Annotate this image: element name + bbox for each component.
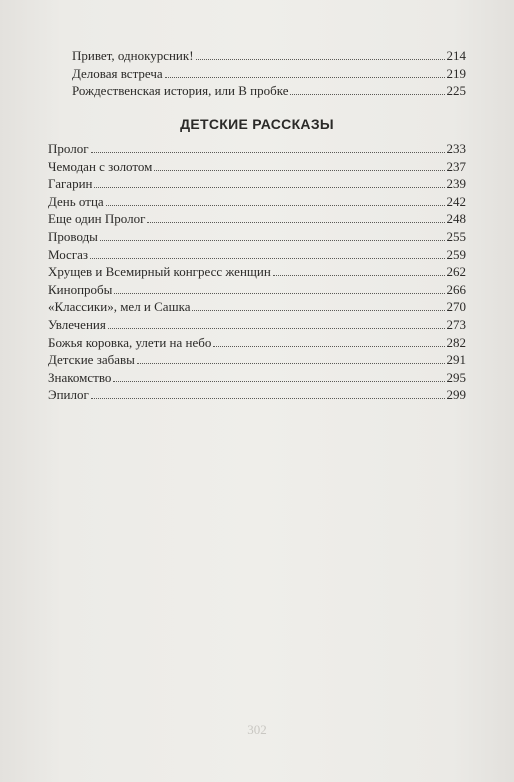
toc-entry-title: Еще один Пролог — [48, 211, 146, 227]
toc-entry-title: Божья коровка, улети на небо — [48, 334, 212, 350]
toc-entry — [48, 175, 466, 193]
dot-leader — [290, 94, 444, 95]
toc-entry-title: Привет, однокурсник! — [72, 48, 194, 63]
dot-leader — [100, 240, 445, 241]
toc-entry — [48, 386, 466, 404]
toc-entry-page: 239 — [446, 176, 466, 192]
dot-leader — [114, 293, 444, 294]
toc-entry-page: 242 — [446, 193, 466, 209]
toc-previous-section — [48, 47, 466, 100]
toc-entry-page: 282 — [446, 334, 466, 350]
toc-entry — [48, 82, 466, 100]
toc-section — [48, 140, 466, 404]
toc-entry-page: 270 — [446, 299, 466, 315]
toc-entry — [48, 281, 466, 299]
dot-leader — [213, 346, 444, 347]
toc-entry-page: 225 — [446, 83, 466, 99]
toc-entry-page: 291 — [446, 352, 466, 368]
toc-entry — [48, 263, 466, 281]
toc-entry-page: 295 — [446, 369, 466, 385]
toc-entry — [48, 47, 466, 65]
toc-entry-title: Пролог — [48, 141, 89, 156]
toc-entry-title: Кинопробы — [48, 281, 113, 297]
toc-entry-page: 219 — [446, 65, 466, 81]
toc-entry — [48, 140, 466, 158]
toc-entry-page: 273 — [446, 316, 466, 332]
toc-entry — [48, 316, 466, 334]
dot-leader — [192, 310, 444, 311]
toc-entry-title: Эпилог — [48, 387, 89, 403]
page-number: 302 — [247, 722, 267, 737]
dot-leader — [108, 328, 445, 329]
toc-entry-page: 299 — [446, 387, 466, 403]
dot-leader — [94, 187, 444, 188]
dot-leader — [137, 363, 445, 364]
toc-entry — [48, 65, 466, 83]
toc-entry-page: 262 — [446, 264, 466, 280]
toc-entry — [48, 246, 466, 264]
toc-entry-title: Знакомство — [48, 369, 112, 385]
toc-entry-title: День отца — [48, 193, 104, 209]
toc-entry-title: Деловая встреча — [72, 65, 163, 81]
dot-leader — [154, 170, 444, 171]
toc-entry-page: 266 — [446, 281, 466, 297]
toc-entry-title: Мосгаз — [48, 246, 89, 262]
toc-entry — [48, 228, 466, 246]
toc-entry-page: 237 — [446, 158, 466, 174]
toc-entry-title: Рождественская история, или В пробке — [72, 83, 289, 99]
dot-leader — [113, 381, 444, 382]
toc-entry — [48, 193, 466, 211]
toc-entry-title: «Классики», мел и Сашка — [48, 299, 191, 315]
dot-leader — [165, 77, 445, 78]
toc-entry-title: Детские забавы — [48, 352, 135, 368]
dot-leader — [91, 152, 445, 153]
dot-leader — [106, 205, 445, 206]
toc-entry-title: Хрущев и Всемирный конгресс женщин — [48, 264, 271, 280]
toc-entry — [48, 210, 466, 228]
section-heading: ДЕТСКИЕ РАССКАЗЫ — [180, 116, 334, 132]
toc-entry-title: Гагарин — [48, 176, 93, 192]
dot-leader — [273, 275, 445, 276]
toc-entry — [48, 158, 466, 176]
dot-leader — [91, 398, 445, 399]
toc-entry — [48, 369, 466, 387]
toc-entry-page: 259 — [446, 246, 466, 262]
toc-entry-page: 233 — [446, 141, 466, 156]
toc-entry-page: 248 — [446, 211, 466, 227]
dot-leader — [90, 258, 444, 259]
dot-leader — [196, 59, 445, 60]
toc-entry-page: 255 — [446, 228, 466, 244]
toc-entry-title: Проводы — [48, 228, 98, 244]
toc-entry — [48, 351, 466, 369]
toc-entry-title: Увлечения — [48, 316, 106, 332]
toc-entry-page: 214 — [446, 48, 466, 63]
dot-leader — [147, 222, 444, 223]
toc-entry — [48, 298, 466, 316]
toc-entry — [48, 334, 466, 352]
toc-entry-title: Чемодан с золотом — [48, 158, 153, 174]
